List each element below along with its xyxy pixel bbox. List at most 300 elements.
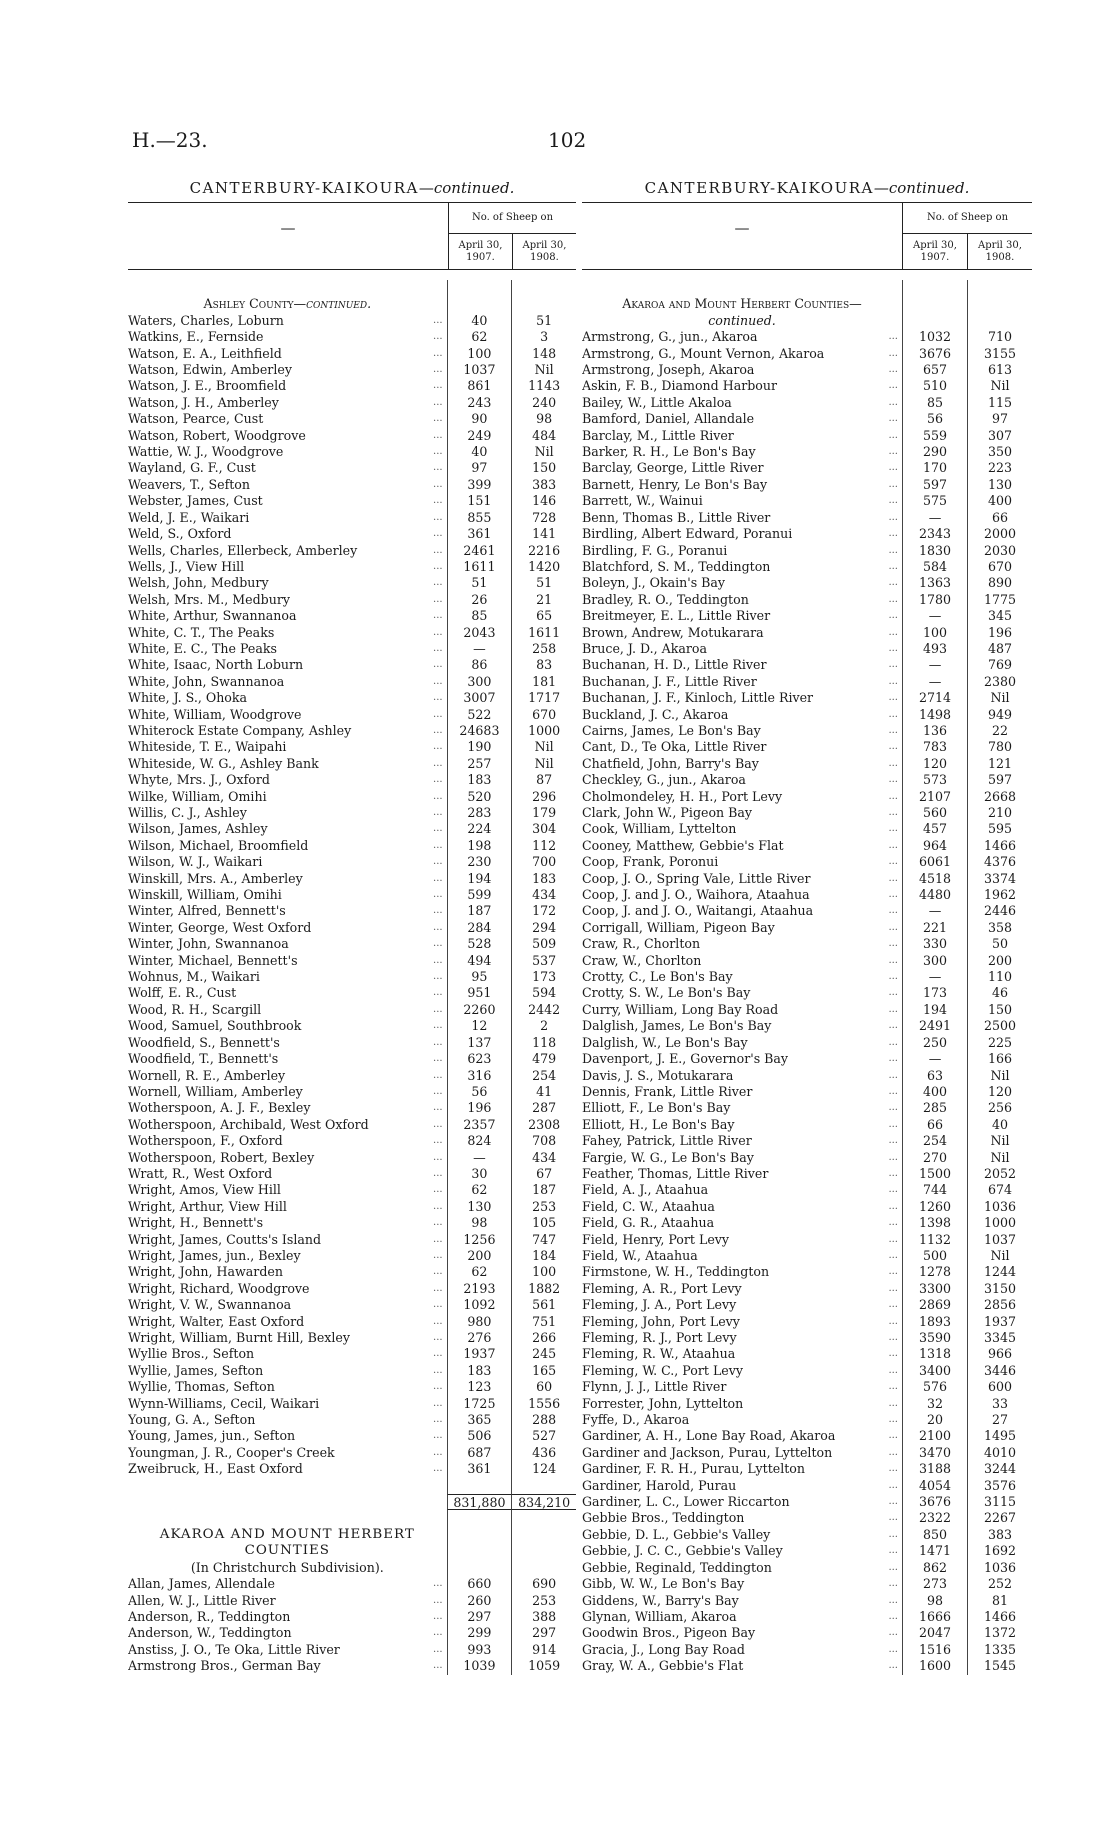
leader-dots: ... [433, 478, 443, 490]
owner-name: Coop, J. and J. O., Waihora, Ataahua ... [582, 887, 898, 903]
sheep-1908: 181 [511, 674, 576, 690]
table-row [128, 1035, 576, 1051]
sheep-1907: 824 [447, 1133, 512, 1149]
leader-dots: ... [888, 1118, 898, 1130]
sheep-1907: 26 [447, 592, 512, 608]
leader-dots: ... [433, 528, 443, 540]
sheep-1907: 30 [447, 1166, 512, 1182]
leader-dots: ... [433, 757, 443, 769]
owner-name: Youngman, J. R., Cooper's Creek ... [128, 1444, 443, 1460]
table-row [582, 1199, 1032, 1215]
leader-dots: ... [433, 790, 443, 802]
leader-dots: ... [433, 1315, 443, 1327]
table-row [128, 1133, 576, 1149]
sheep-1907: 123 [447, 1379, 512, 1395]
leader-dots: ... [433, 971, 443, 983]
leader-dots: ... [888, 954, 898, 966]
table-row [582, 362, 1032, 378]
leader-dots: ... [888, 1348, 898, 1360]
col-1908: April 30, 1908. [522, 240, 567, 263]
sheep-1908: 1036 [967, 1560, 1032, 1576]
sheep-1907: 284 [447, 920, 512, 936]
table-row [582, 1428, 1032, 1444]
left-rows [128, 280, 576, 1675]
leader-dots: ... [888, 905, 898, 917]
sheep-1908: 388 [511, 1609, 576, 1625]
owner-name: Craw, R., Chorlton ... [582, 936, 898, 952]
owner-name: Watson, J. E., Broomfield ... [128, 378, 443, 394]
sheep-1908: Nil [511, 444, 576, 460]
table-row [582, 1478, 1032, 1494]
table-row [128, 854, 576, 870]
owner-name: Field, W., Ataahua ... [582, 1247, 898, 1263]
table-row [128, 411, 576, 427]
sheep-1907: 861 [447, 378, 512, 394]
section-heading: Ashley County—continued. [128, 296, 576, 312]
table-row [128, 1642, 576, 1658]
sheep-1907: 2260 [447, 1002, 512, 1018]
leader-dots: ... [888, 872, 898, 884]
leader-dots: ... [888, 380, 898, 392]
sheep-1908: 105 [511, 1215, 576, 1231]
owner-name: Winter, Michael, Bennett's ... [128, 952, 443, 968]
owner-name: White, John, Swannanoa ... [128, 673, 443, 689]
leader-dots: ... [433, 1135, 443, 1147]
owner-name: Davenport, J. E., Governor's Bay ... [582, 1051, 898, 1067]
owner-name: Waters, Charles, Loburn ... [128, 312, 443, 328]
table-row [582, 378, 1032, 394]
table-row [128, 1068, 576, 1084]
sheep-1908: 561 [511, 1297, 576, 1313]
leader-dots: ... [433, 1200, 443, 1212]
table-row [128, 821, 576, 837]
table-row [582, 1363, 1032, 1379]
sheep-1908: Nil [511, 362, 576, 378]
leader-dots: ... [888, 724, 898, 736]
owner-name: Askin, F. B., Diamond Harbour ... [582, 378, 898, 394]
table-row [128, 1051, 576, 1067]
table-row [128, 1461, 576, 1477]
owner-name: Barclay, M., Little River ... [582, 427, 898, 443]
owner-name: Wayland, G. F., Cust ... [128, 460, 443, 476]
leader-dots: ... [433, 610, 443, 622]
owner-name: Allan, James, Allendale ... [128, 1576, 443, 1592]
sheep-1907: 597 [902, 477, 967, 493]
sheep-1908: 253 [511, 1199, 576, 1215]
sheep-1907: 90 [447, 411, 512, 427]
table-row [128, 1166, 576, 1182]
sheep-1907: 276 [447, 1330, 512, 1346]
table-row [582, 1133, 1032, 1149]
header-dash: — [280, 219, 296, 237]
leader-dots: ... [433, 1446, 443, 1458]
owner-name: Winter, Alfred, Bennett's ... [128, 903, 443, 919]
table-row [582, 1232, 1032, 1248]
sheep-1908: 710 [967, 329, 1032, 345]
sheep-1907: 297 [447, 1609, 512, 1625]
owner-name: Bamford, Daniel, Allandale ... [582, 411, 898, 427]
owner-name: Fleming, A. R., Port Levy ... [582, 1280, 898, 1296]
left-table-header [128, 202, 576, 270]
sheep-1908: 487 [967, 641, 1032, 657]
owner-name: Corrigall, William, Pigeon Bay ... [582, 919, 898, 935]
sheep-1907: 12 [447, 1018, 512, 1034]
sheep-1908: 304 [511, 821, 576, 837]
sheep-1907: 1256 [447, 1232, 512, 1248]
leader-dots: ... [433, 396, 443, 408]
sheep-1908: 1611 [511, 625, 576, 641]
sheep-1907: — [902, 674, 967, 690]
sheep-1908: 537 [511, 953, 576, 969]
owner-name: Young, James, jun., Sefton ... [128, 1428, 443, 1444]
sheep-1908: 65 [511, 608, 576, 624]
leader-dots: ... [433, 839, 443, 851]
page-number: 102 [548, 128, 587, 152]
sheep-1908: 3244 [967, 1461, 1032, 1477]
table-row [128, 936, 576, 952]
leader-dots: ... [888, 1299, 898, 1311]
sheep-1907: 24683 [447, 723, 512, 739]
leader-dots: ... [433, 1167, 443, 1179]
table-row [582, 1560, 1032, 1576]
owner-name: Wornell, R. E., Amberley ... [128, 1067, 443, 1083]
owner-name: Buchanan, H. D., Little River ... [582, 657, 898, 673]
sheep-1908: 253 [511, 1593, 576, 1609]
sheep-1907: 3590 [902, 1330, 967, 1346]
sheep-1908: 166 [967, 1051, 1032, 1067]
totals-row: 831,880 834,210 [128, 1494, 576, 1510]
sheep-1907: 1037 [447, 362, 512, 378]
sheep-1907: 273 [902, 1576, 967, 1592]
sheep-1907: 575 [902, 493, 967, 509]
owner-name: Gardiner, L. C., Lower Riccarton ... [582, 1494, 898, 1510]
leader-dots: ... [433, 560, 443, 572]
leader-dots: ... [433, 380, 443, 392]
table-row [582, 1314, 1032, 1330]
sheep-header [902, 203, 1032, 269]
sheep-1908: 67 [511, 1166, 576, 1182]
table-row [128, 526, 576, 542]
table-row [128, 1215, 576, 1231]
sheep-1907: 40 [447, 313, 512, 329]
table-row [582, 526, 1032, 542]
sheep-1908: 2 [511, 1018, 576, 1034]
owner-name: Craw, W., Chorlton ... [582, 952, 898, 968]
table-row [128, 1330, 576, 1346]
leader-dots: ... [433, 1266, 443, 1278]
sheep-1908: 747 [511, 1232, 576, 1248]
sheep-1907: 85 [902, 395, 967, 411]
table-row [128, 329, 576, 345]
leader-dots: ... [433, 331, 443, 343]
leader-dots: ... [888, 1594, 898, 1606]
owner-name: Dalglish, James, Le Bon's Bay ... [582, 1018, 898, 1034]
leader-dots: ... [433, 1578, 443, 1590]
table-row [128, 460, 576, 476]
sheep-1908: 266 [511, 1330, 576, 1346]
sheep-1908: 97 [967, 411, 1032, 427]
sheep-1907: 1032 [902, 329, 967, 345]
sheep-1907: 32 [902, 1396, 967, 1412]
owner-name: Coop, Frank, Poronui ... [582, 854, 898, 870]
sheep-1907: 3470 [902, 1445, 967, 1461]
sheep-1908: 1000 [511, 723, 576, 739]
table-row [582, 756, 1032, 772]
sheep-1908: 120 [967, 1084, 1032, 1100]
sheep-1908: 3155 [967, 346, 1032, 362]
owner-name: White, William, Woodgrove ... [128, 706, 443, 722]
leader-dots: ... [433, 1020, 443, 1032]
sheep-1908: 118 [511, 1035, 576, 1051]
sheep-1907: 3676 [902, 1494, 967, 1510]
owner-name: Gardiner, Harold, Purau ... [582, 1477, 898, 1493]
table-row [582, 1051, 1032, 1067]
sheep-1908: 87 [511, 772, 576, 788]
sheep-1908: 27 [967, 1412, 1032, 1428]
sheep-1907: 56 [447, 1084, 512, 1100]
owner-name: Wilke, William, Omihi ... [128, 788, 443, 804]
sheep-1908: 252 [967, 1576, 1032, 1592]
table-row [582, 1182, 1032, 1198]
table-row [582, 1297, 1032, 1313]
owner-name: Whiteside, W. G., Ashley Bank ... [128, 755, 443, 771]
sheep-1907: 300 [447, 674, 512, 690]
table-row [128, 477, 576, 493]
owner-name: Armstrong, Joseph, Akaroa ... [582, 362, 898, 378]
owner-name: Wotherspoon, A. J. F., Bexley ... [128, 1100, 443, 1116]
owner-name: Fleming, R. W., Ataahua ... [582, 1346, 898, 1362]
sheep-1907: 528 [447, 936, 512, 952]
sheep-1907: 330 [902, 936, 967, 952]
sheep-1907: 2193 [447, 1281, 512, 1297]
leader-dots: ... [433, 774, 443, 786]
leader-dots: ... [888, 1135, 898, 1147]
sheep-1908: 287 [511, 1100, 576, 1116]
table-row [128, 346, 576, 362]
sheep-1908: 184 [511, 1248, 576, 1264]
owner-name: Field, G. R., Ataahua ... [582, 1215, 898, 1231]
leader-dots: ... [888, 446, 898, 458]
sheep-1908: 479 [511, 1051, 576, 1067]
owner-name: Bradley, R. O., Teddington ... [582, 591, 898, 607]
owner-name: Wright, John, Hawarden ... [128, 1264, 443, 1280]
leader-dots: ... [888, 396, 898, 408]
owner-name: Wilson, James, Ashley ... [128, 821, 443, 837]
sheep-1907: 20 [902, 1412, 967, 1428]
table-row [582, 460, 1032, 476]
table-row [128, 1248, 576, 1264]
sheep-1908: 2216 [511, 543, 576, 559]
owner-name: Glynan, William, Akaroa ... [582, 1608, 898, 1624]
owner-name: Clark, John W., Pigeon Bay ... [582, 805, 898, 820]
table-row [582, 1215, 1032, 1231]
owner-name: Watkins, E., Fernside ... [128, 329, 443, 345]
owner-name: Whiterock Estate Company, Ashley ... [128, 722, 443, 738]
sheep-1907: 66 [902, 1117, 967, 1133]
owner-name: Dennis, Frank, Little River ... [582, 1083, 898, 1099]
leader-dots: ... [888, 1430, 898, 1442]
sheep-1907: 783 [902, 739, 967, 755]
owner-name: Cant, D., Te Oka, Little River ... [582, 739, 898, 755]
sheep-1907: 85 [447, 608, 512, 624]
leader-dots: ... [888, 1512, 898, 1524]
leader-dots: ... [433, 1102, 443, 1114]
sheep-1908: 33 [967, 1396, 1032, 1412]
table-row [128, 969, 576, 985]
sheep-1908: Nil [967, 690, 1032, 706]
table-row [128, 1396, 576, 1412]
sheep-1907: 506 [447, 1428, 512, 1444]
owner-name: Fyffe, D., Akaroa ... [582, 1412, 898, 1428]
sheep-1907: — [902, 903, 967, 919]
leader-dots: ... [433, 1660, 443, 1672]
leader-dots: ... [433, 462, 443, 474]
table-row [128, 559, 576, 575]
sheep-1907: 1780 [902, 592, 967, 608]
sheep-1907: 230 [447, 854, 512, 870]
leader-dots: ... [888, 511, 898, 523]
sheep-1908: 484 [511, 428, 576, 444]
table-row [582, 1117, 1032, 1133]
sheep-1907: 299 [447, 1625, 512, 1641]
owner-name: Wright, Richard, Woodgrove ... [128, 1280, 443, 1296]
table-row [582, 1018, 1032, 1034]
sheep-1908: 51 [511, 313, 576, 329]
sheep-1908: 674 [967, 1182, 1032, 1198]
leader-dots: ... [888, 1528, 898, 1540]
sheep-1908: 3115 [967, 1494, 1032, 1510]
sheep-1908: 1466 [967, 838, 1032, 854]
owner-name: Cooney, Matthew, Gebbie's Flat ... [582, 837, 898, 853]
table-row [582, 1346, 1032, 1362]
leader-dots: ... [888, 774, 898, 786]
sheep-1907: 850 [902, 1527, 967, 1543]
sheep-1908: 2267 [967, 1510, 1032, 1526]
sheep-1908: 150 [511, 460, 576, 476]
sheep-1907: 4518 [902, 871, 967, 887]
sheep-1907: 1893 [902, 1314, 967, 1330]
table-row [128, 1002, 576, 1018]
sheep-1908: 98 [511, 411, 576, 427]
sheep-1908: 3345 [967, 1330, 1032, 1346]
table-row [128, 493, 576, 509]
table-row [582, 920, 1032, 936]
owner-name: White, Isaac, North Loburn ... [128, 657, 443, 673]
sheep-1907: 2343 [902, 526, 967, 542]
sheep-1908: Nil [967, 1068, 1032, 1084]
sheep-1907: 170 [902, 460, 967, 476]
owner-name: Wright, James, Coutts's Island ... [128, 1231, 443, 1247]
leader-dots: ... [888, 1200, 898, 1212]
table-row [582, 903, 1032, 919]
owner-name: Welsh, John, Medbury ... [128, 575, 443, 591]
table-row [128, 1100, 576, 1116]
sheep-1908: 436 [511, 1445, 576, 1461]
table-row [582, 821, 1032, 837]
table-row [128, 1412, 576, 1428]
sheep-1907: — [902, 657, 967, 673]
sheep-1908: Nil [967, 378, 1032, 394]
leader-dots: ... [433, 1036, 443, 1048]
sheep-1908: 1059 [511, 1658, 576, 1674]
sheep-1908: 358 [967, 920, 1032, 936]
sheep-1907: 290 [902, 444, 967, 460]
leader-dots: ... [433, 659, 443, 671]
table-row [582, 789, 1032, 805]
table-row [128, 1199, 576, 1215]
leader-dots: ... [888, 659, 898, 671]
table-row [128, 805, 576, 821]
sheep-1908: 22 [967, 723, 1032, 739]
sheep-1908: 690 [511, 1576, 576, 1592]
leader-dots: ... [888, 1053, 898, 1065]
sheep-1908: 130 [967, 477, 1032, 493]
sheep-1907: 62 [447, 1182, 512, 1198]
sheep-1908: 294 [511, 920, 576, 936]
sheep-1907: 4054 [902, 1478, 967, 1494]
owner-name: Feather, Thomas, Little River ... [582, 1165, 898, 1181]
table-row [128, 313, 576, 329]
table-row [582, 510, 1032, 526]
leader-dots: ... [433, 1233, 443, 1245]
sheep-1907: 194 [902, 1002, 967, 1018]
sheep-1907: 6061 [902, 854, 967, 870]
sheep-1907: 283 [447, 805, 512, 821]
leader-dots: ... [433, 708, 443, 720]
sheep-1908: 728 [511, 510, 576, 526]
owner-name: Crotty, C., Le Bon's Bay ... [582, 969, 898, 985]
leader-dots: ... [433, 692, 443, 704]
leader-dots: ... [433, 429, 443, 441]
sheep-1908: 1037 [967, 1232, 1032, 1248]
leader-dots: ... [433, 1463, 443, 1475]
sheep-1908: 1692 [967, 1543, 1032, 1559]
owner-name: Wilson, W. J., Waikari ... [128, 854, 443, 870]
table-row [582, 395, 1032, 411]
sheep-1907: 221 [902, 920, 967, 936]
leader-dots: ... [433, 905, 443, 917]
sheep-1908: 223 [967, 460, 1032, 476]
table-row [582, 854, 1032, 870]
sheep-1908: 112 [511, 838, 576, 854]
table-row [582, 329, 1032, 345]
leader-dots: ... [888, 1217, 898, 1229]
leader-dots: ... [888, 1463, 898, 1475]
owner-name: White, Arthur, Swannanoa ... [128, 608, 443, 624]
table-row [582, 1264, 1032, 1280]
table-row [582, 838, 1032, 854]
leader-dots: ... [888, 478, 898, 490]
sheep-1907: 98 [902, 1593, 967, 1609]
sheep-1908: 600 [967, 1379, 1032, 1395]
table-row [582, 608, 1032, 624]
sheep-1908: 2030 [967, 543, 1032, 559]
sheep-1907: 200 [447, 1248, 512, 1264]
leader-dots: ... [888, 1069, 898, 1081]
table-row [128, 707, 576, 723]
owner-name: Barrett, W., Wainui ... [582, 493, 898, 509]
page-code: H.—23. [132, 128, 208, 152]
sheep-1907: 855 [447, 510, 512, 526]
owner-name: Wells, J., View Hill ... [128, 558, 443, 574]
owner-name: Barker, R. H., Le Bon's Bay ... [582, 444, 898, 460]
leader-dots: ... [888, 593, 898, 605]
table-row [582, 1330, 1032, 1346]
sheep-1908: 3446 [967, 1363, 1032, 1379]
sheep-1907: 1278 [902, 1264, 967, 1280]
sheep-1908: 51 [511, 575, 576, 591]
sheep-1907: 1363 [902, 575, 967, 591]
